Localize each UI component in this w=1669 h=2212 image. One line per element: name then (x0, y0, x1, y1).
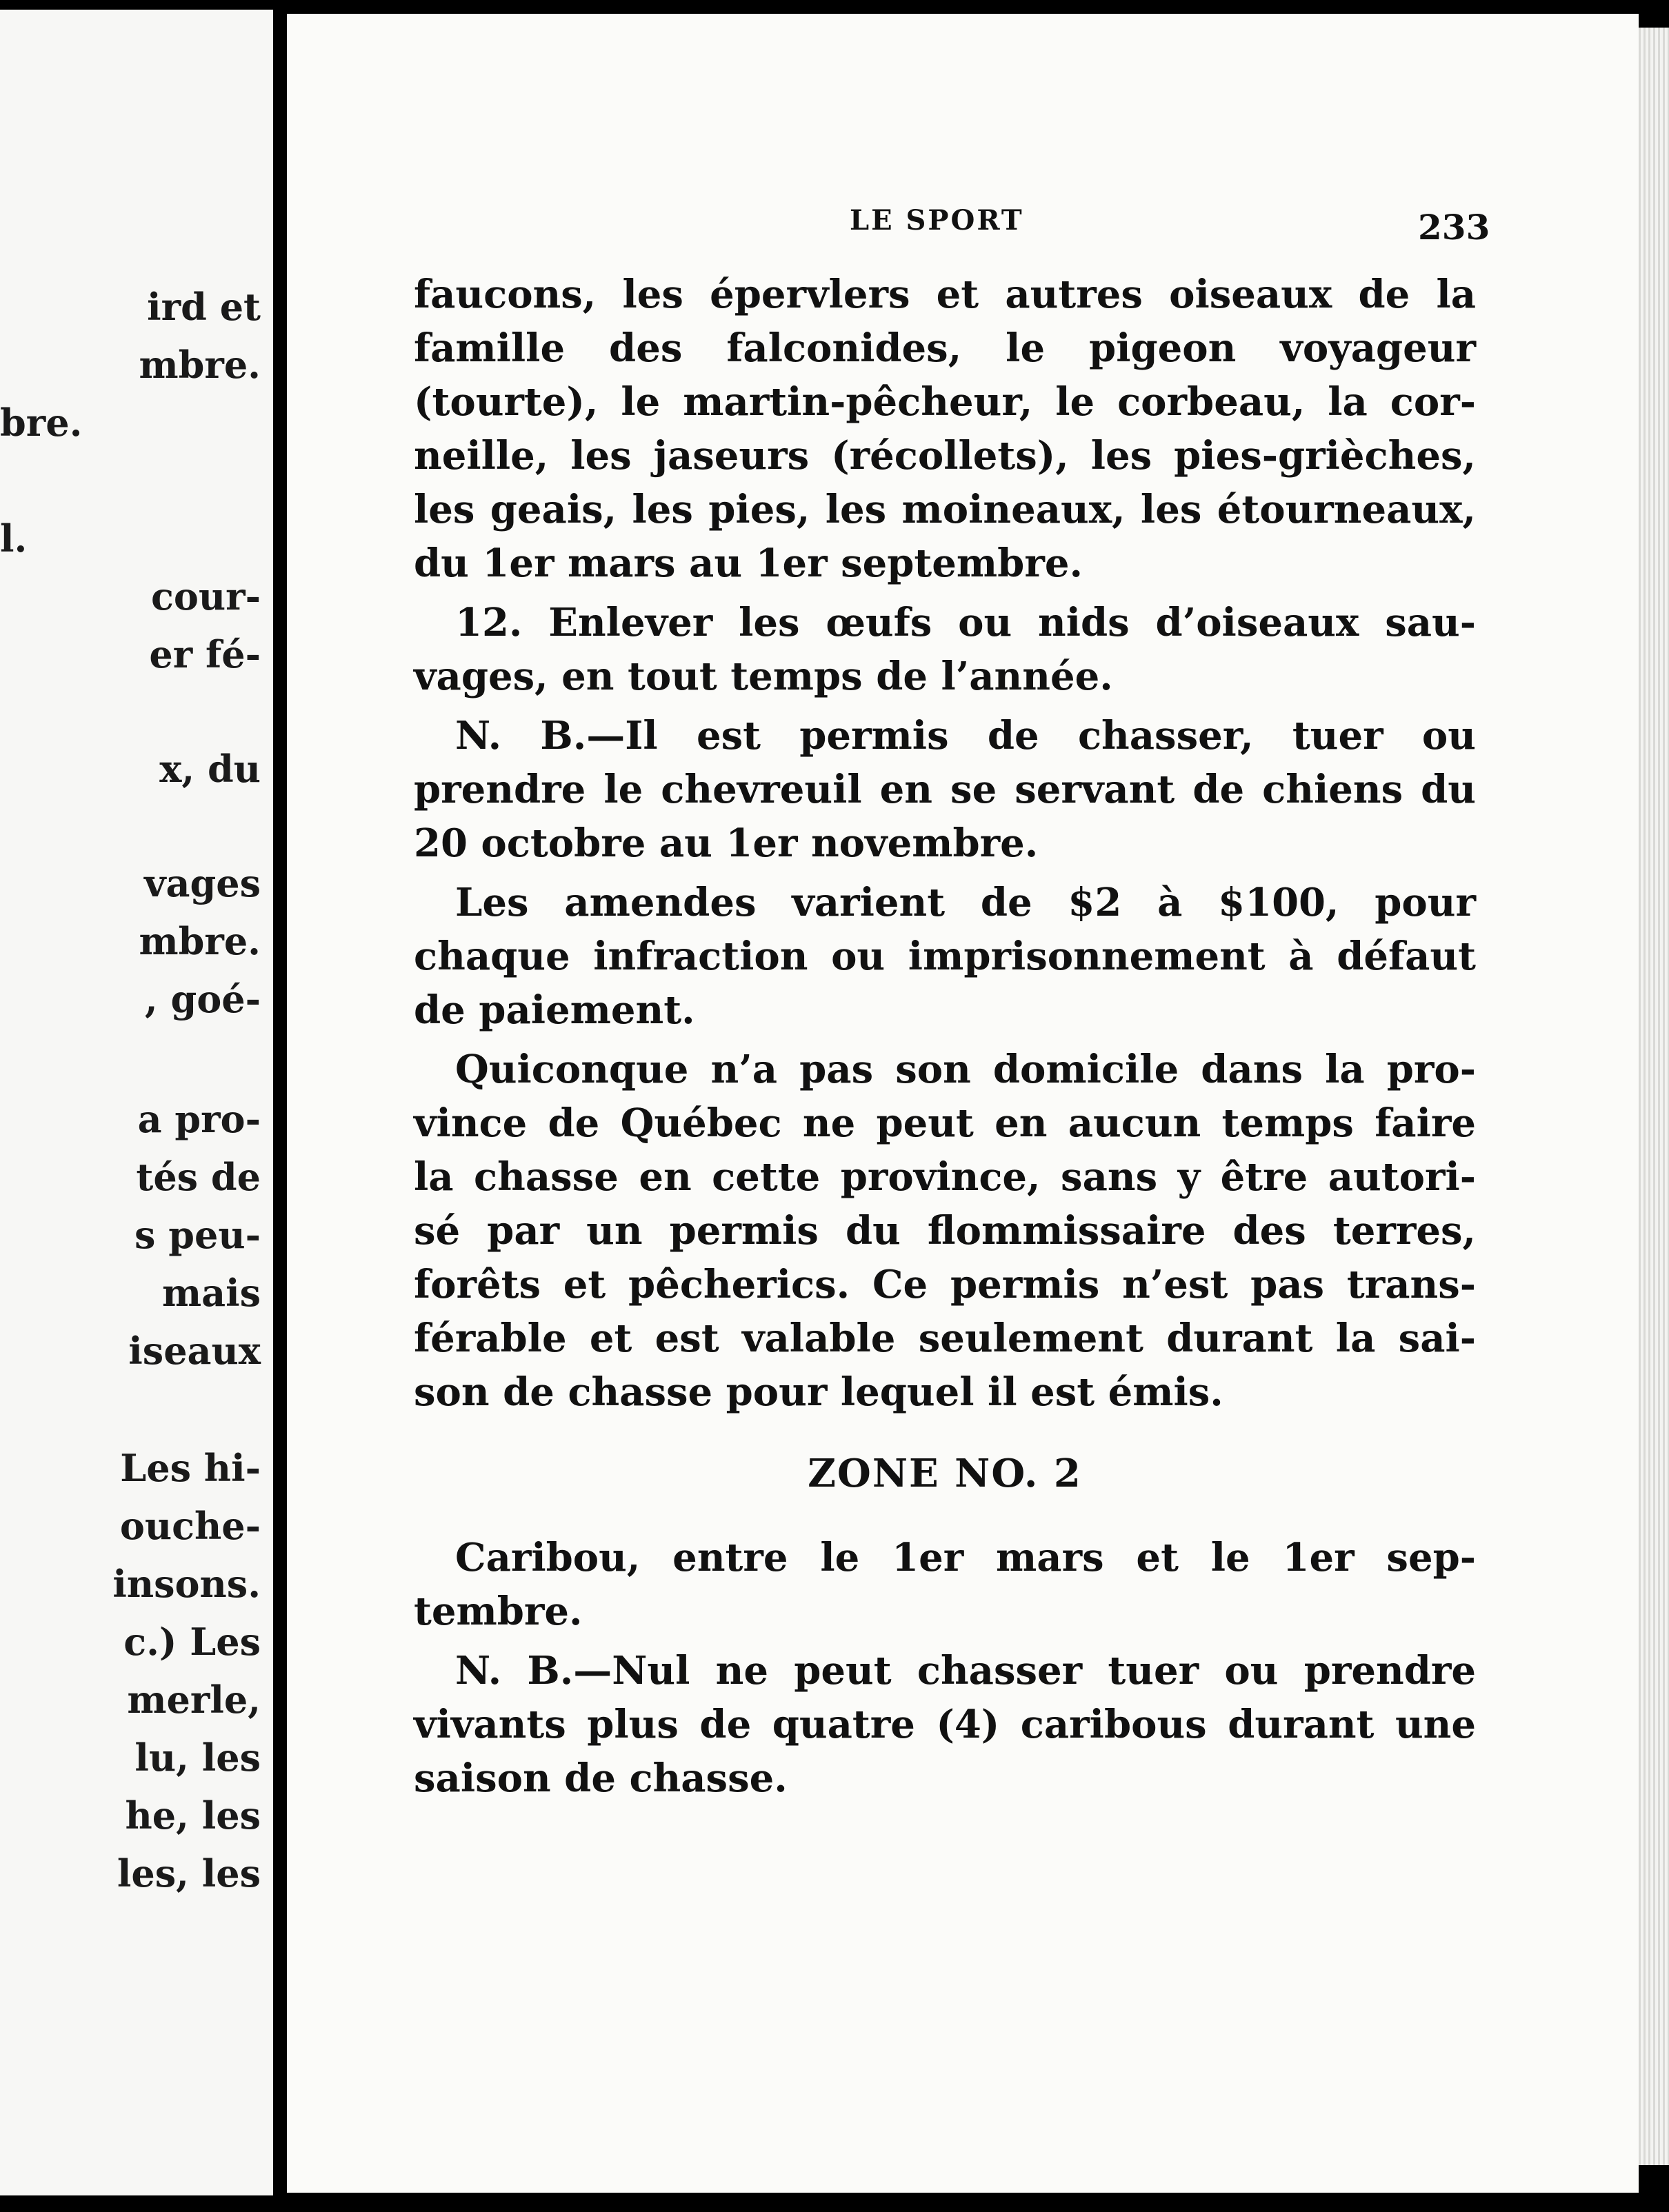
text-line: forêts et pêcherics. Ce permis n’est pas trans- (414, 1262, 1476, 1307)
book-gutter (273, 0, 287, 2212)
left-page-fragment: tés de (136, 1155, 261, 1199)
text-line: saison de chasse. (414, 1756, 788, 1801)
left-page-fragment: s peu- (134, 1213, 261, 1257)
text-line: prendre le chevreuil en se servant de chiens du (414, 767, 1476, 812)
paragraph (414, 709, 1476, 870)
left-page-fragment: bre. (0, 401, 83, 445)
left-page (0, 10, 273, 2195)
text-line: les geais, les pies, les moineaux, les étourneaux, (414, 487, 1476, 532)
text-line: (tourte), le martin-pêcheur, le corbeau, la cor- (414, 379, 1476, 425)
text-line: Caribou, entre le 1er mars et le 1er sep- (455, 1535, 1476, 1580)
text-block (414, 268, 1476, 1805)
left-page-fragment: mais (161, 1271, 261, 1315)
text-line: N. B.—Nul ne peut chasser tuer ou prendre (455, 1648, 1476, 1693)
left-page-fragment: insons. (112, 1562, 261, 1606)
text-line: de paiement. (414, 987, 695, 1033)
text-line: N. B.—Il est permis de chasser, tuer ou (455, 713, 1476, 758)
paragraph (414, 876, 1476, 1037)
left-page-fragment: x, du (159, 747, 261, 791)
page-edges (1639, 28, 1669, 2165)
text-line: du 1er mars au 1er septembre. (414, 541, 1083, 586)
text-line: neille, les jaseurs (récollets), les pies-grièches, (414, 433, 1476, 479)
left-page-fragment: a pro- (137, 1097, 261, 1141)
text-line: 12. Enlever les œufs ou nids d’oiseaux sau- (455, 600, 1476, 645)
left-page-fragment: vages (144, 861, 261, 905)
text-line: chaque infraction ou imprisonnement à défaut (414, 934, 1476, 979)
text-line: sé par un permis du flommissaire des terres, (414, 1208, 1476, 1254)
text-line: 20 octobre au 1er novembre. (414, 821, 1039, 866)
left-page-fragment: mbre. (139, 919, 261, 963)
text-line: vivants plus de quatre (4) caribous durant une (414, 1702, 1476, 1747)
left-page-fragment: les, les (117, 1851, 261, 1896)
paragraph (414, 1531, 1476, 1638)
text-line: famille des falconides, le pigeon voyageur (414, 325, 1476, 371)
text-line: faucons, les épervlers et autres oiseaux de la (414, 272, 1476, 317)
left-page-fragment: cour- (150, 574, 261, 619)
text-line: son de chasse pour lequel il est émis. (414, 1369, 1223, 1415)
text-line: Quiconque n’a pas son domicile dans la pro- (455, 1047, 1476, 1092)
left-page-fragment: ird et (147, 285, 261, 329)
page-number: 233 (1418, 207, 1490, 248)
paragraph (414, 268, 1476, 590)
text-line: tembre. (414, 1589, 583, 1634)
text-line: la chasse en cette province, sans y être autori- (414, 1154, 1476, 1200)
left-page-fragment: Les hi- (120, 1446, 261, 1490)
left-page-fragment: ouche- (119, 1504, 261, 1548)
left-page-fragment: c.) Les (123, 1620, 261, 1664)
paragraph (414, 596, 1476, 703)
left-page-fragment: merle, (127, 1678, 261, 1722)
left-page-fragment: lu, les (134, 1736, 261, 1780)
left-page-fragment: , goé- (144, 977, 261, 1021)
left-page-fragment: he, les (125, 1793, 261, 1838)
text-line: Les amendes varient de $2 à $100, pour (455, 880, 1476, 925)
left-page-fragment: er fé- (149, 632, 261, 676)
text-line: vages, en tout temps de l’année. (414, 654, 1113, 699)
paragraph (414, 1043, 1476, 1419)
left-page-fragment: l. (0, 516, 28, 561)
left-page-fragment: iseaux (128, 1329, 261, 1373)
text-line: férable et est valable seulement durant la sai- (414, 1316, 1476, 1361)
left-page-fragment: mbre. (139, 343, 261, 387)
zone-heading: ZONE NO. 2 (808, 1451, 1082, 1496)
paragraph (414, 1644, 1476, 1805)
running-head: LE SPORT (850, 204, 1024, 237)
text-line: vince de Québec ne peut en aucun temps faire (414, 1100, 1476, 1146)
